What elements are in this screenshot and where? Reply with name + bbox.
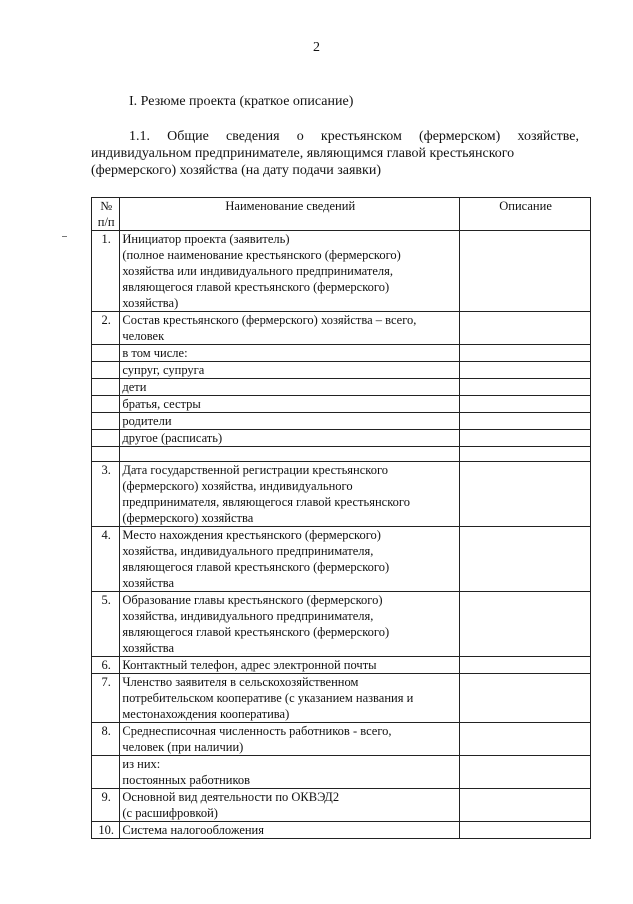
row-name: в том числе: [120,345,460,362]
intro-line-1: 1.1. Общие сведения о крестьянском (фермерском) хозяйстве, [129,129,579,144]
row-name: Система налогообложения [120,822,460,839]
table-row [92,345,591,362]
row-name: другое (расписать) [120,430,460,447]
row-name: Среднесписочная численность работников - всего, человек (при наличии) [120,723,460,756]
row-desc[interactable] [460,396,591,413]
table-row [92,723,591,756]
table-row [92,592,591,657]
row-desc[interactable] [460,345,591,362]
row-num [92,756,120,789]
row-num: 4. [92,527,120,592]
table-row [92,312,591,345]
scan-mark [62,236,67,237]
row-name: родители [120,413,460,430]
header-num: № п/п [92,198,120,231]
row-desc[interactable] [460,527,591,592]
row-desc[interactable] [460,822,591,839]
row-num: 1. [92,231,120,312]
row-name: Основной вид деятельности по ОКВЭД2 (с расшифровкой) [120,789,460,822]
row-desc[interactable] [460,413,591,430]
row-desc[interactable] [460,789,591,822]
table-row [92,822,591,839]
row-name: братья, сестры [120,396,460,413]
row-desc[interactable] [460,231,591,312]
row-name: Членство заявителя в сельскохозяйственном потребительском кооперативе (с указанием названия и местонахождения кооператива) [120,674,460,723]
intro-line-3: (фермерского) хозяйства (на дату подачи заявки) [91,163,381,178]
info-table [91,197,591,839]
header-desc: Описание [460,198,591,231]
table-row [92,447,591,462]
row-num: 10. [92,822,120,839]
table-row [92,396,591,413]
row-num [92,362,120,379]
row-desc[interactable] [460,462,591,527]
row-desc[interactable] [460,430,591,447]
row-name: Дата государственной регистрации крестьянского (фермерского) хозяйства, индивидуального предпринимателя, являющегося главой крестьянского (фермерского) хозяйства [120,462,460,527]
table-row [92,379,591,396]
row-name: Контактный телефон, адрес электронной почты [120,657,460,674]
row-num: 2. [92,312,120,345]
table-header-row [92,198,591,231]
row-num [92,345,120,362]
row-num: 6. [92,657,120,674]
row-desc[interactable] [460,674,591,723]
row-desc[interactable] [460,379,591,396]
table-row [92,527,591,592]
row-name: супруг, супруга [120,362,460,379]
row-num: 9. [92,789,120,822]
row-desc[interactable] [460,723,591,756]
header-name: Наименование сведений [120,198,460,231]
row-desc[interactable] [460,362,591,379]
page-number: 2 [313,40,320,55]
table-row [92,413,591,430]
row-num [92,413,120,430]
row-name: из них: постоянных работников [120,756,460,789]
row-name: Состав крестьянского (фермерского) хозяйства – всего, человек [120,312,460,345]
intro-paragraph [91,128,579,179]
row-name: Место нахождения крестьянского (фермерского) хозяйства, индивидуального предпринимателя, являющегося главой крестьянского (фермерского) хозяйства [120,527,460,592]
row-num: 3. [92,462,120,527]
row-num: 7. [92,674,120,723]
table-row [92,756,591,789]
row-num [92,396,120,413]
row-name: дети [120,379,460,396]
row-desc[interactable] [460,657,591,674]
row-num: 8. [92,723,120,756]
table-row [92,789,591,822]
table-row [92,231,591,312]
table-row [92,462,591,527]
row-name: Образование главы крестьянского (фермерского) хозяйства, индивидуального предпринимателя, являющегося главой крестьянского (фермерского) хозяйства [120,592,460,657]
table-row [92,657,591,674]
row-num [92,447,120,462]
row-desc[interactable] [460,756,591,789]
row-desc[interactable] [460,312,591,345]
row-name [120,447,460,462]
row-name: Инициатор проекта (заявитель) (полное наименование крестьянского (фермерского) хозяйства или индивидуального предпринимателя, являющегося главой крестьянского (фермерского) хозяйства) [120,231,460,312]
row-num [92,430,120,447]
row-desc[interactable] [460,592,591,657]
row-num [92,379,120,396]
intro-line-2: индивидуальном предпринимателе, являющимся главой крестьянского [91,146,515,161]
table-row [92,674,591,723]
row-num: 5. [92,592,120,657]
row-desc[interactable] [460,447,591,462]
table-row [92,362,591,379]
table-row [92,430,591,447]
section-title: I. Резюме проекта (краткое описание) [129,94,354,109]
